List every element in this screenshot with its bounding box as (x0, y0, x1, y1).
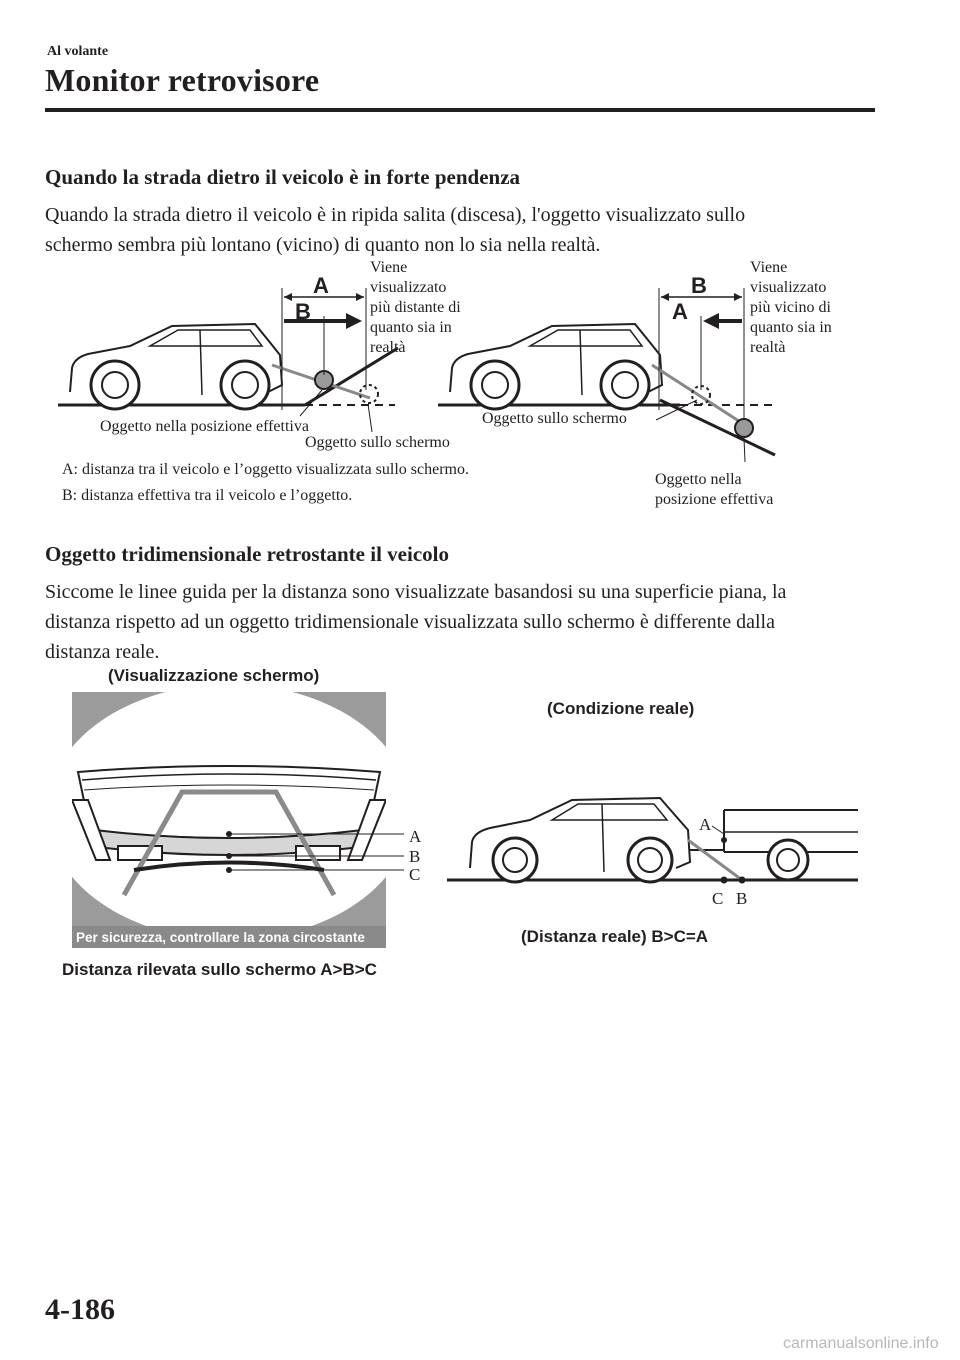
screen-result: Distanza rilevata sullo schermo A>B>C (62, 960, 377, 979)
real-label-c: C (712, 889, 724, 908)
section-label: Al volante (47, 44, 109, 59)
right-screen-object-label: Oggetto sullo schermo (482, 410, 627, 427)
three-d-heading: Oggetto tridimensionale retrostante il veicolo (45, 542, 449, 566)
right-label-a: A (672, 299, 688, 324)
screen-label-a: A (409, 827, 422, 846)
slope-body-line2: schermo sembra più lontano (vicino) di quanto non lo sia nella realtà. (45, 234, 601, 256)
left-label-b: B (295, 299, 311, 324)
legend-b: B: distanza effettiva tra il veicolo e l’oggetto. (62, 487, 353, 504)
watermark: carmanualsonline.info (783, 1335, 939, 1352)
legend-a: A: distanza tra il veicolo e l’oggetto visualizzata sullo schermo. (62, 461, 469, 478)
left-label-a: A (313, 273, 329, 298)
right-note: Viene visualizzato più vicino di quanto sia in realtà (750, 259, 832, 356)
three-d-body-line1: Siccome le linee guida per la distanza sono visualizzate basandosi su una superficie piana, la (45, 581, 787, 603)
page-title: Monitor retrovisore (45, 62, 320, 98)
right-actual-position-label: Oggetto nella posizione effettiva (655, 471, 774, 508)
page-number: 4-186 (45, 1293, 115, 1326)
screen-banner: Per sicurezza, controllare la zona circostante (76, 930, 365, 945)
real-label-b: B (736, 889, 748, 908)
real-condition-illustration (447, 798, 858, 882)
slope-body-line1: Quando la strada dietro il veicolo è in ripida salita (discesa), l'oggetto visualizzato sullo (45, 204, 746, 226)
left-note: Viene visualizzato più distante di quanto sia in realtà (370, 259, 461, 356)
screen-label-c: C (409, 865, 421, 884)
right-label-b: B (691, 273, 707, 298)
three-d-body-line3: distanza reale. (45, 641, 160, 663)
real-label-a: A (699, 815, 712, 834)
three-d-body-line2: distanza rispetto ad un oggetto tridimensionale visualizzata sullo schermo è differente dalla (45, 611, 775, 633)
slope-heading: Quando la strada dietro il veicolo è in forte pendenza (45, 165, 521, 189)
real-caption: (Condizione reale) (547, 699, 695, 718)
left-actual-position-label: Oggetto nella posizione effettiva (100, 418, 309, 435)
screen-label-b: B (409, 847, 421, 866)
real-result: (Distanza reale) B>C=A (521, 927, 709, 946)
screen-caption: (Visualizzazione schermo) (108, 666, 320, 685)
left-screen-object-label: Oggetto sullo schermo (305, 434, 450, 451)
